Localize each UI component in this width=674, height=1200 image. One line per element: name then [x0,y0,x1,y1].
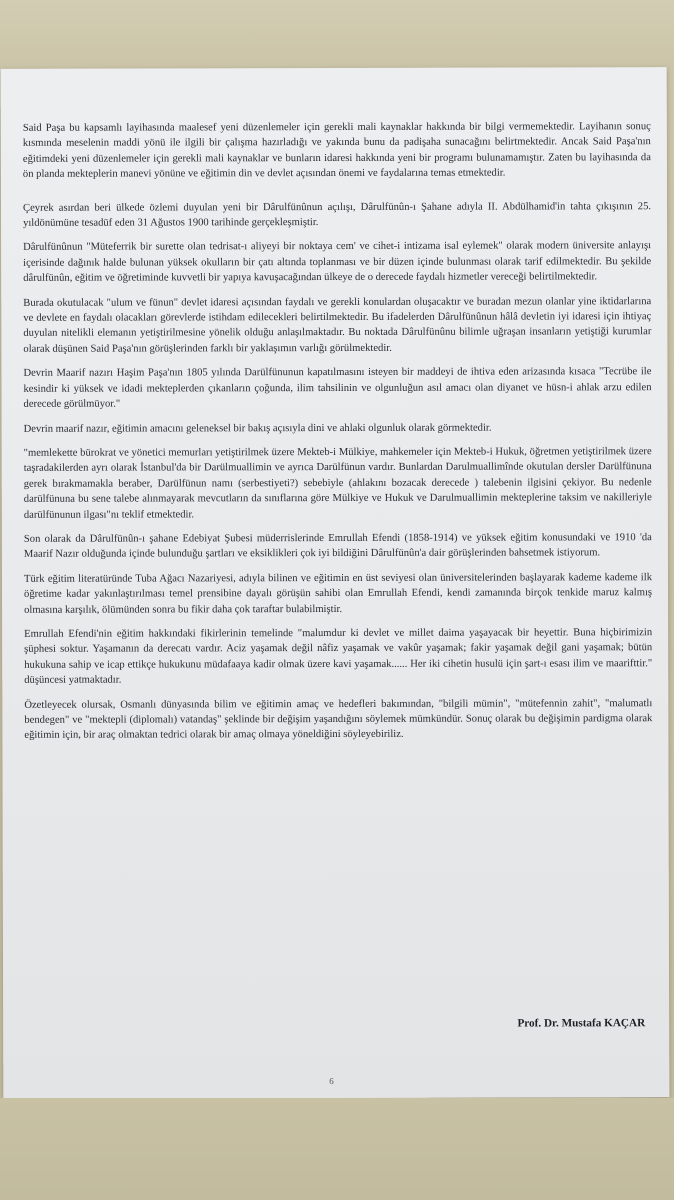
paragraph-6: Devrin maarif nazır, eğitimin amacını geleneksel bir bakış açısıyla dini ve ahlaki olgunluk olarak görmektedir. [23,422,492,435]
paragraph-1: Said Paşa bu kapsamlı layihasında maalesef yeni düzenlemeler için gerekli mali kaynaklar hakkında bir bilgi vermemektedir. Layihanın sonuç kısmında meselenin maddi yönü ile ilgili bir çalışma hazırladığı ve yakında bunu da padişaha sunacağını belirtmektedir. Ancak Said Paşa'nın eğitimdeki yeni düzenlemeler için gerekli mali kaynaklar ve bunların idaresi hakkında yeni bir programı bulunamamıştır. Zaten bu layihasında da ön planda mekteplerin manevi yönüne ve eğitimin din ve devlet açısından önemi ve faydalarına temas etmektedir. [22,121,651,181]
background-bottom [0,1098,674,1200]
paragraph-11: Özetleyecek olursak, Osmanlı dünyasında bilim ve eğitimin amaç ve hedefleri bakımından, "bilgili mümin", "mütefennin zahit", "malumatlı bendegen" ve "mektepli (diplomalı) vatandaş" şeklinde bir değişim yaşandığını söylemek mümkündür. Sonuç olarak bu değişimin pardigma olarak eğitimin için, bir araç olmaktan tedrici olarak bir amaç olmaya yöneldiğini söyleyebiriliz. [24,697,653,742]
author-signature: Prof. Dr. Mustafa KAÇAR [517,1017,646,1030]
paper-sheet [1,67,670,1099]
background-top [0,0,674,70]
paragraph-5: Devrin Maarif nazırı Haşim Paşa'nın 1805 yılında Darülfünunun kapatılmasını isteyen bir maddeyi de ihtiva eden arizasında kısaca "Tecrübe ile kesindir ki yüksek ve idadi mekteplerden çıkanların çoğunda, ilim tahsilinin ve olgunluğun asıl amacı olan diyanet ve hüsn-i ahlak arzu edilen derecede görülmüyor." [23,366,652,410]
paragraph-8: Son olarak da Dârulfünûn-ı şahane Edebiyat Şubesi müderrislerinde Emrullah Efendi (1858-1914) ve yüksek eğitim konusundaki ve 1910 'da Maarif Nazır olduğunda içinde bulunduğu şartları ve eksiklikleri çok iyi bildiğini Dârulfünûn'a dair görüşlerinden bahsetmek istiyorum. [23,532,652,561]
paragraph-4: Burada okutulacak "ulum ve fünun" devlet idaresi açısından faydalı ve gerekli konulardan oluşacaktır ve buradan mezun olanlar yine iktidarlarına ve devlete en faydalı olacakları görevlerde istihdam edilecekleri belirtilmektedir. Bu ifadelerden Dârulfünûnun hâlâ devletin iyi idaresi için ihtiyaç duyulan nitelikli elemanın yetiştirilmesine yönelik olduğu anlaşılmaktadır. Bu noktada Dârulfünûnu bilimle uğraşan insanların yetiştiği kurumlar olarak düşünen Said Paşa'nın görüşlerinden farklı bir yaklaşımın varlığı görülmektedir. [23,295,652,355]
page-number: 6 [329,1076,334,1087]
paragraph-10: Emrullah Efendi'nin eğitim hakkındaki fikirlerinin temelinde "malumdur ki devlet ve millet daima yaşayacak bir heyettir. Buna hiçbirimizin şüphesi soktur. Yaşamanın da derecatı vardır. Aciz yaşamak değil nâfiz yaşamak ve vakûr yaşamak; fakir yaşamak değil gani yaşamak; bütün hukukuna sahip ve icap ettikçe hukukunu müdafaaya kadir olmak üzere kavi yaşamak...... Her iki cihetin husulü için şart-ı esası ilim ve maarifttir." düşüncesi yatmaktadır. [24,627,653,687]
document-body [23,119,653,752]
paragraph-9: Türk eğitim literatüründe Tuba Ağacı Nazariyesi, adıyla bilinen ve eğitimin en üst seviyesi olan üniversitelerinden başlayarak kademe kademe ilk öğretime kadar yakınlaştırılması temel prensibine dayalı görüşün sahibi olan Emrullah Efendi, kendi zamanında birçok tenkide maruz kalmış olmasına karşılık, ölümünden sonra bu fikir daha çok taraftar bulabilmiştir. [23,571,653,616]
paragraph-3: Dârulfünûnun "Müteferrik bir surette olan tedrisat-ı aliyeyi bir noktaya cem' ve cihet-i intizama isal eylemek" olarak modern üniversite anlayışı içerisinde dağınık halde bulunan yüksek okulların bir çatı altında toplanması ve bir düzen içinde bulunması olarak tarif edilmektedir. Bu şekilde dârulfünûn, eğitim ve öğretiminde kuvvetli bir yapıya kavuşacağından ülkeye de o derecede faydalı hizmetler vereceği belirtilmektedir. [23,240,652,285]
paragraph-2: Çeyrek asırdan beri ülkede özlemi duyulan yeni bir Dârulfünûnun açılışı, Dârulfünûn-ı Şahane adıyla II. Abdülhamid'in tahta çıkışının 25. yıldönümüne tesadüf eden 31 Ağustos 1900 tarihinde gerçekleşmiştir. [23,200,652,229]
paragraph-7: "memlekette bürokrat ve yönetici memurları yetiştirilmek üzere Mekteb-i Mülkiye, mahkemeler için Mekteb-i Hukuk, öğretmen yetiştirilmek üzere taşradakilerden ayrı olarak İstanbul'da bir Darülmuallimin ve ayrıca Darülfünun vardır. Bunlardan Darulmuallimînde okutulan dersler Darülfünuna gerek bırakmamakla beraber, Darülfünun namı (serbestiyeti?) sebebiyle (ahlakını bozacak derecede ) talebenin ilgisini çekiyor. Bu nedenle darülfünuna bu sene talebe alınmayarak mevcutların da sınıflarına göre Mülkiye ve Hukuk ve Darulmuallimin mekteplerine taksim ve nakilleriyle darülfünunun ilgası"nı teklif etmektedir. [23,446,652,521]
